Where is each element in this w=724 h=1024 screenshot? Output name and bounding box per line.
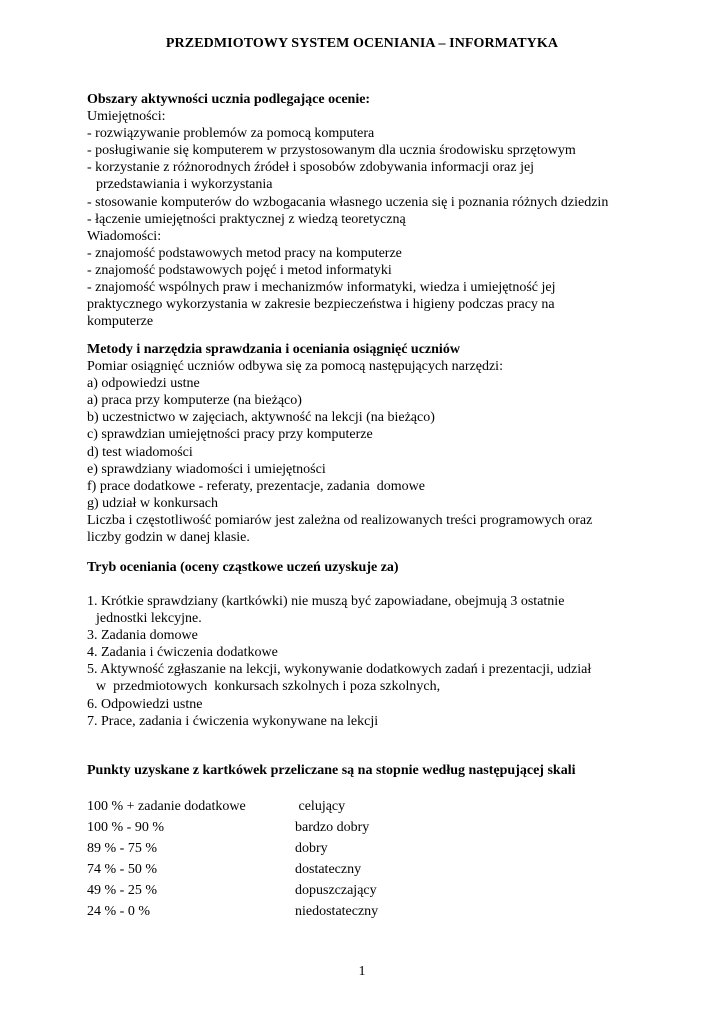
grading-mode-list [87, 593, 647, 730]
scale-grade: dobry [295, 841, 328, 856]
list-item: - znajomość podstawowych pojęć i metod informatyki [87, 262, 392, 278]
list-item-continuation: przedstawiania i wykorzystania [96, 177, 273, 193]
list-item: a) praca przy komputerze (na bieżąco) [87, 393, 302, 409]
list-item: f) prace dodatkowe - referaty, prezentacje, zadania domowe [87, 478, 426, 494]
list-item: - stosowanie komputerów do wzbogacania własnego uczenia się i poznania różnych dziedzin [87, 194, 609, 210]
section-intro: Pomiar osiągnięć uczniów odbywa się za pomocą następujących narzędzi: [87, 359, 503, 375]
scale-range: 100 % + zadanie dodatkowe [87, 799, 246, 814]
list-item: c) sprawdzian umiejętności pracy przy komputerze [87, 427, 373, 443]
list-item: - korzystanie z różnorodnych źródeł i sposobów zdobywania informacji oraz jej [87, 160, 535, 176]
list-item: a) odpowiedzi ustne [87, 376, 200, 392]
section-heading: Tryb oceniania (oceny cząstkowe uczeń uzyskuje za) [87, 560, 399, 575]
section-points-scale [87, 762, 647, 779]
scale-grade: dopuszczający [295, 883, 377, 898]
list-item: e) sprawdziany wiadomości i umiejętności [87, 461, 326, 477]
list-item: 3. Zadania domowe [87, 628, 198, 644]
scale-range: 24 % - 0 % [87, 904, 150, 919]
list-item: - łączenie umiejętności praktycznej z wiedzą teoretyczną [87, 211, 406, 227]
page-number: 1 [358, 964, 366, 979]
list-item-continuation: jednostki lekcyjne. [96, 611, 202, 627]
list-item: - posługiwanie się komputerem w przystosowanym dla ucznia środowisku sprzętowym [87, 143, 576, 159]
section-activity-areas [87, 91, 647, 330]
list-item: 4. Zadania i ćwiczenia dodatkowe [87, 645, 278, 661]
section-grading-mode [87, 559, 647, 576]
skills-label: Umiejętności: [87, 109, 166, 125]
list-item: d) test wiadomości [87, 444, 193, 460]
list-item: b) uczestnictwo w zajęciach, aktywność na lekcji (na bieżąco) [87, 410, 435, 426]
knowledge-label: Wiadomości: [87, 228, 162, 244]
scale-grade: dostateczny [295, 862, 362, 877]
list-item: - znajomość wspólnych praw i mechanizmów informatyki, wiedza i umiejętność jej [87, 280, 556, 296]
note-line: liczby godzin w danej klasie. [87, 530, 250, 546]
scale-range: 100 % - 90 % [87, 820, 164, 835]
section-heading: Punkty uzyskane z kartkówek przeliczane są na stopnie według następującej skali [87, 763, 576, 778]
list-item: - znajomość podstawowych metod pracy na komputerze [87, 245, 402, 261]
list-item: 7. Prace, zadania i ćwiczenia wykonywane na lekcji [87, 713, 379, 729]
section-heading: Obszary aktywności ucznia podlegające ocenie: [87, 92, 371, 107]
scale-range: 49 % - 25 % [87, 883, 157, 898]
section-assessment-methods [87, 341, 647, 546]
list-item: - rozwiązywanie problemów za pomocą komputera [87, 126, 375, 142]
note-line: Liczba i częstotliwość pomiarów jest zależna od realizowanych treści programowych oraz [87, 512, 593, 528]
document-title: PRZEDMIOTOWY SYSTEM OCENIANIA – INFORMATYKA [165, 36, 559, 51]
scale-range: 74 % - 50 % [87, 862, 157, 877]
scale-range: 89 % - 75 % [87, 841, 157, 856]
list-item-continuation: praktycznego wykorzystania w zakresie bezpieczeństwa i higieny podczas pracy na [87, 297, 555, 313]
list-item-continuation: w przedmiotowych konkursach szkolnych i poza szkolnych, [96, 679, 441, 695]
list-item: 1. Krótkie sprawdziany (kartkówki) nie muszą być zapowiadane, obejmują 3 ostatnie [87, 594, 565, 609]
scale-grade: bardzo dobry [295, 820, 370, 835]
list-item: 6. Odpowiedzi ustne [87, 696, 203, 712]
scale-grade: niedostateczny [295, 904, 379, 919]
list-item: 5. Aktywność zgłaszanie na lekcji, wykonywanie dodatkowych zadań i prezentacji, udział [87, 662, 592, 678]
list-item-continuation: komputerze [87, 314, 154, 330]
list-item: g) udział w konkursach [87, 495, 219, 511]
section-heading: Metody i narzędzia sprawdzania i oceniania osiągnięć uczniów [87, 342, 460, 357]
scale-grade: celujący [295, 799, 346, 814]
